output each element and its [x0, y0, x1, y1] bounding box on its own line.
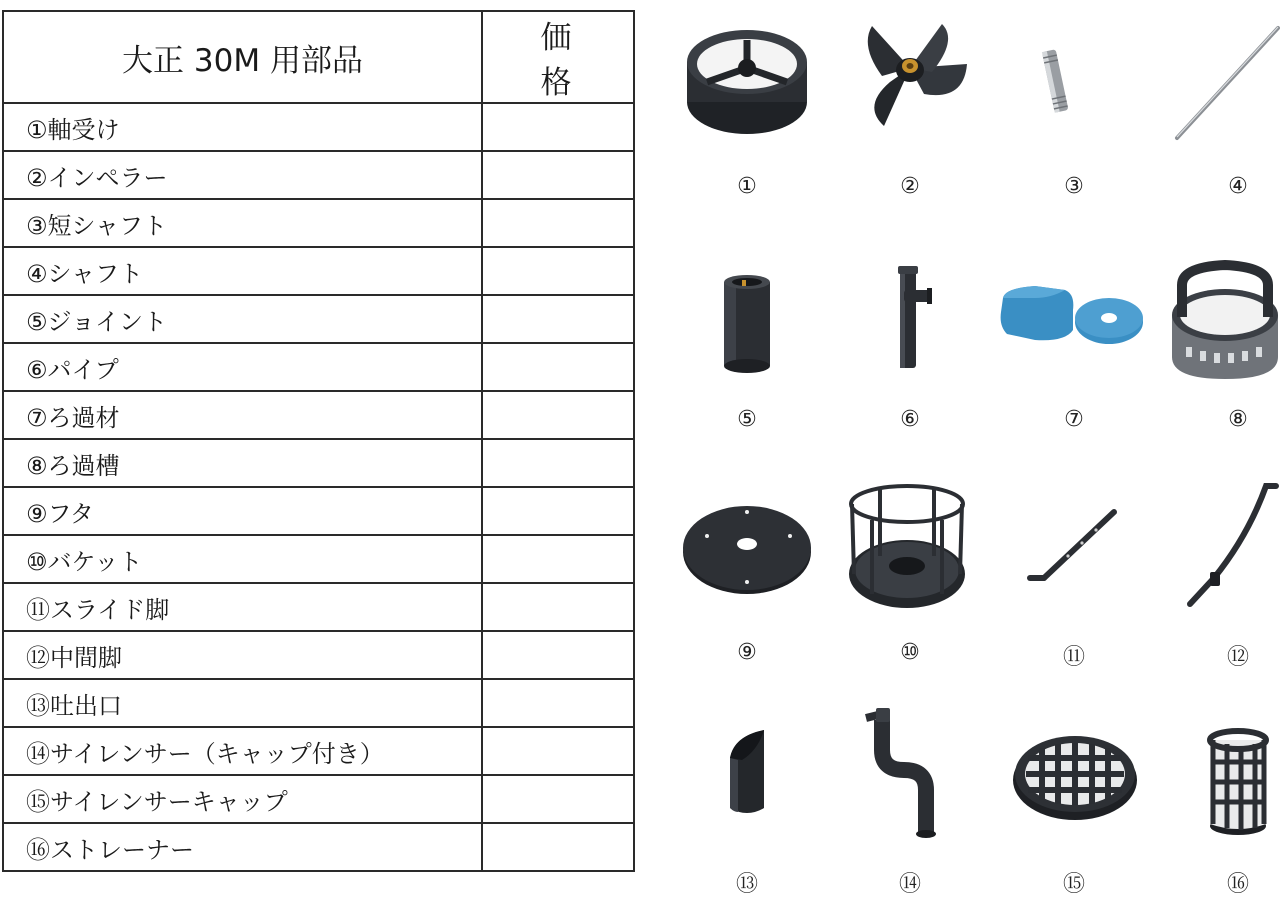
- part-number: ①: [737, 174, 757, 199]
- table-row: [3, 247, 634, 295]
- table-row: [3, 583, 634, 631]
- impeller-icon: [832, 6, 982, 156]
- table-row: [3, 295, 634, 343]
- part-name: ②インペラー: [3, 151, 482, 199]
- part-price: [482, 199, 634, 247]
- table-row: [3, 727, 634, 775]
- table-header-row: [3, 11, 634, 103]
- part-price: [482, 631, 634, 679]
- table-row: [3, 823, 634, 871]
- part-name: ⑮サイレンサーキャップ: [3, 775, 482, 823]
- part-number: ②: [900, 174, 920, 199]
- part-price: [482, 295, 634, 343]
- table-row: [3, 535, 634, 583]
- part-price: [482, 439, 634, 487]
- table-title: 大正 30M 用部品: [3, 11, 482, 103]
- part-price: [482, 343, 634, 391]
- outlet-icon: [672, 700, 822, 850]
- part-number: ⑯: [1226, 872, 1249, 897]
- part-name: ⑯ストレーナー: [3, 823, 482, 871]
- part-price: [482, 103, 634, 151]
- part-name: ⑭サイレンサー（キャップ付き）: [3, 727, 482, 775]
- part-number: ⑦: [1064, 407, 1084, 432]
- part-name: ⑬吐出口: [3, 679, 482, 727]
- part-name: ⑨フタ: [3, 487, 482, 535]
- part-price: [482, 151, 634, 199]
- part-number: ⑬: [735, 872, 758, 897]
- slide-leg-icon: [1000, 480, 1150, 630]
- bucket-icon: [832, 476, 982, 626]
- table-row: [3, 439, 634, 487]
- part-number: ⑥: [900, 407, 920, 432]
- price-header: 価 格: [482, 11, 634, 103]
- middle-leg-icon: [1130, 476, 1280, 626]
- part-number: ⑮: [1062, 872, 1085, 897]
- part-price: [482, 391, 634, 439]
- short-shaft-icon: [1000, 10, 1150, 160]
- part-number: ⑤: [737, 407, 757, 432]
- filter-media-icon: [995, 260, 1145, 410]
- part-name: ③短シャフト: [3, 199, 482, 247]
- table-row: [3, 103, 634, 151]
- part-name: ④シャフト: [3, 247, 482, 295]
- table-row: [3, 487, 634, 535]
- shaft-icon: [1135, 10, 1280, 160]
- table-row: [3, 343, 634, 391]
- part-name: ⑦ろ過材: [3, 391, 482, 439]
- table-row: [3, 631, 634, 679]
- part-name: ⑧ろ過槽: [3, 439, 482, 487]
- part-name: ①軸受け: [3, 103, 482, 151]
- table-row: [3, 775, 634, 823]
- part-number: ⑨: [737, 640, 757, 665]
- pipe-icon: [832, 260, 982, 410]
- part-name: ⑤ジョイント: [3, 295, 482, 343]
- part-price: [482, 679, 634, 727]
- part-number: ④: [1228, 174, 1248, 199]
- part-name: ⑫中間脚: [3, 631, 482, 679]
- silencer-cap-icon: [1000, 702, 1150, 852]
- strainer-icon: [1135, 700, 1280, 850]
- filter-tank-icon: [1130, 255, 1280, 405]
- parts-price-table: [2, 10, 655, 872]
- part-name: ⑥パイプ: [3, 343, 482, 391]
- part-price: [482, 487, 634, 535]
- part-price: [482, 727, 634, 775]
- table-row: [3, 679, 634, 727]
- table-row: [3, 199, 634, 247]
- part-price: [482, 535, 634, 583]
- part-price: [482, 247, 634, 295]
- part-price: [482, 583, 634, 631]
- part-number: ⑩: [900, 640, 920, 665]
- part-number: ⑧: [1228, 407, 1248, 432]
- part-price: [482, 823, 634, 871]
- lid-icon: [672, 478, 822, 628]
- part-price: [482, 775, 634, 823]
- part-number: ⑭: [898, 872, 921, 897]
- part-number: ⑪: [1062, 645, 1085, 670]
- table-row: [3, 151, 634, 199]
- joint-icon: [672, 260, 822, 410]
- part-name: ⑪スライド脚: [3, 583, 482, 631]
- table-row: [3, 391, 634, 439]
- silencer-icon: [832, 700, 982, 850]
- part-number: ⑫: [1226, 645, 1249, 670]
- part-number: ③: [1064, 174, 1084, 199]
- part-name: ⑩バケット: [3, 535, 482, 583]
- bearing-icon: [672, 10, 822, 160]
